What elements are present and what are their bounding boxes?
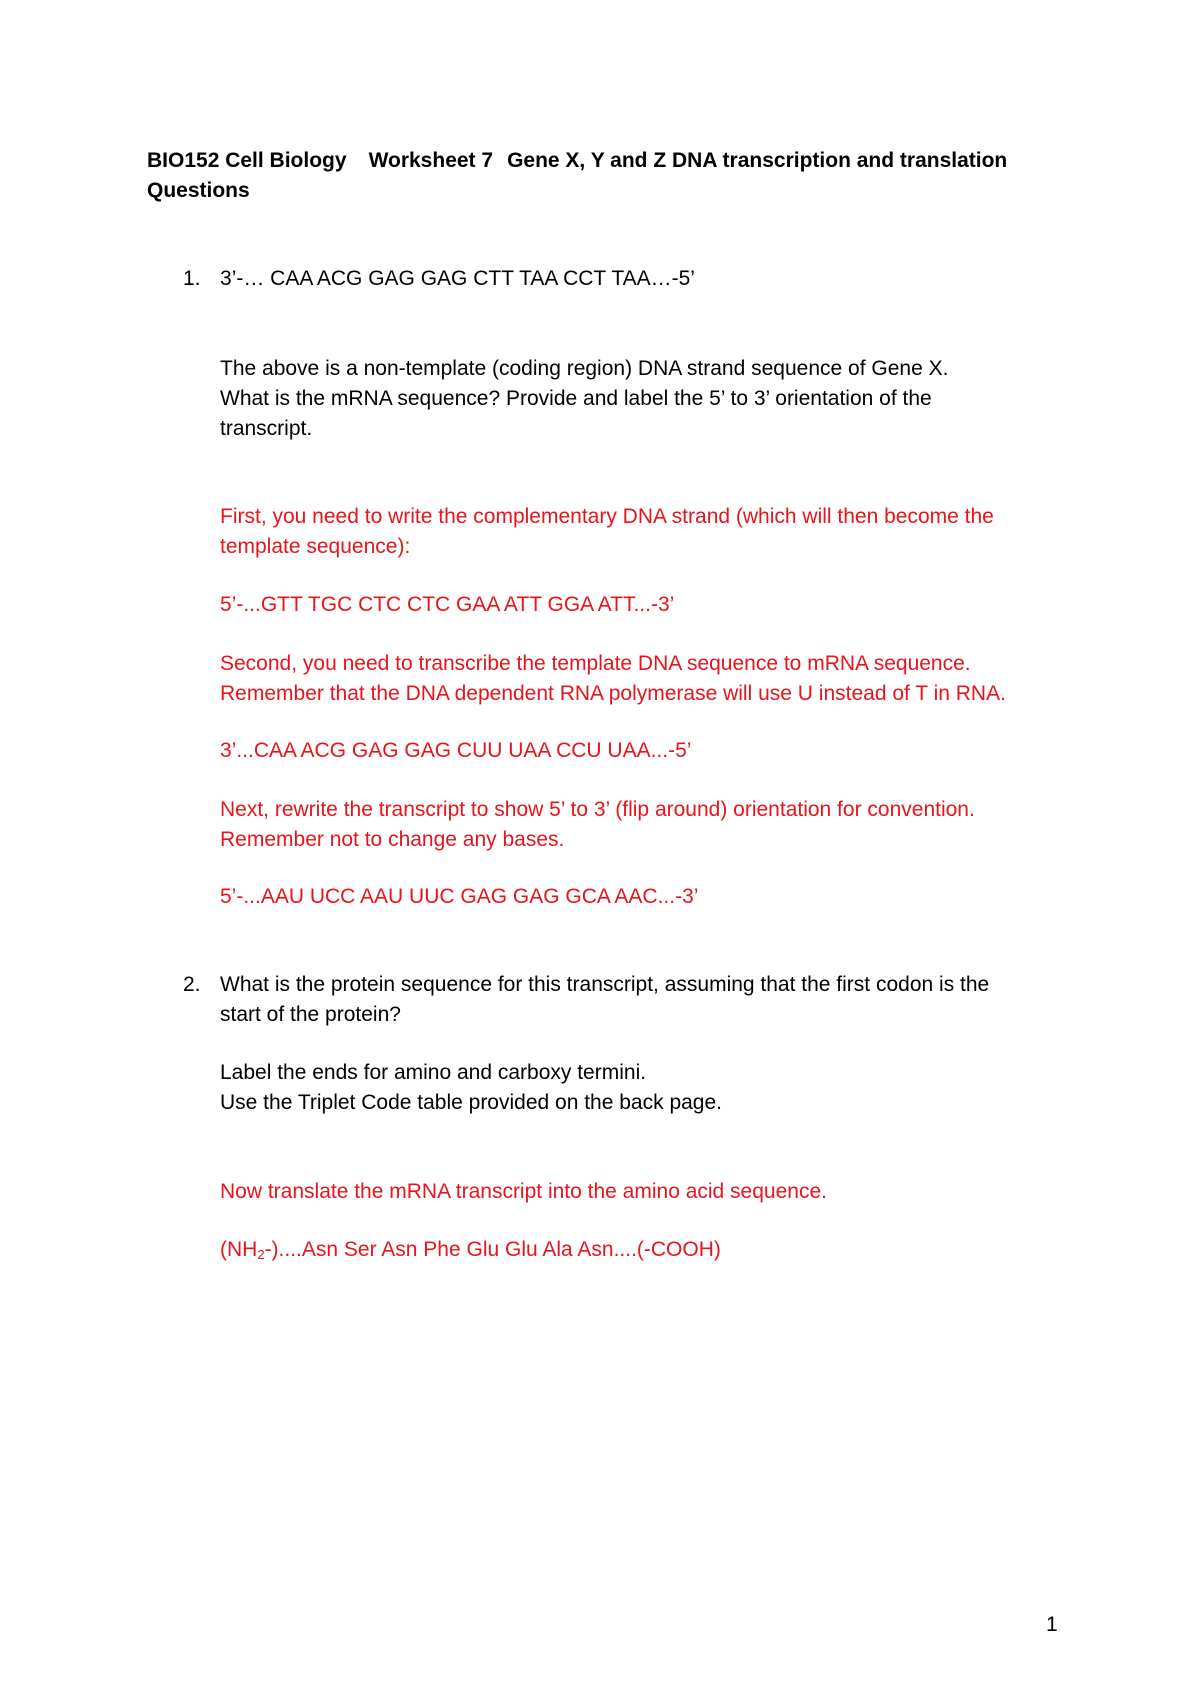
answer-1-step-flip <box>220 795 1100 855</box>
worksheet-number: Worksheet 7 <box>368 149 494 172</box>
answer-1-step-line: First, you need to write the complementary DNA strand (which will then become the <box>220 505 994 528</box>
answer-1-step-line: Remember not to change any bases. <box>220 828 565 851</box>
question-2-prompt-line: start of the protein? <box>220 1003 401 1026</box>
worksheet-topic: Gene X, Y and Z DNA transcription and translation <box>507 149 1008 172</box>
answer-1-step-line: Second, you need to transcribe the template DNA sequence to mRNA sequence. <box>220 652 971 675</box>
question-1-number: 1. <box>183 267 201 290</box>
protein-subscript: 2 <box>257 1247 265 1262</box>
worksheet-title <box>147 146 1077 206</box>
question-2-prompt-line: What is the protein sequence for this transcript, assuming that the first codon is the <box>220 973 990 996</box>
protein-residues: -)....Asn Ser Asn Phe Glu Glu Ala Asn....(-COOH) <box>264 1238 721 1261</box>
answer-1-step-transcribe <box>220 649 1100 709</box>
question-2-instructions <box>220 1058 1100 1118</box>
question-1-prompt-line: The above is a non-template (coding region) DNA strand sequence of Gene X. <box>220 357 949 380</box>
answer-1-mrna-3-to-5: 3’...CAA ACG GAG GAG CUU UAA CCU UAA...-5’ <box>220 739 692 762</box>
answer-1-step-complement <box>220 502 1100 562</box>
page-number: 1 <box>1046 1613 1058 1636</box>
answer-2-step: Now translate the mRNA transcript into the amino acid sequence. <box>220 1180 827 1203</box>
question-1-prompt <box>220 354 1100 444</box>
question-2-instruction-line: Use the Triplet Code table provided on the back page. <box>220 1091 722 1114</box>
question-2-prompt <box>220 970 1100 1030</box>
answer-1-step-line: Remember that the DNA dependent RNA polymerase will use U instead of T in RNA. <box>220 682 1006 705</box>
question-1-prompt-line: What is the mRNA sequence? Provide and label the 5’ to 3’ orientation of the <box>220 387 932 410</box>
question-1-prompt-line: transcript. <box>220 417 313 440</box>
question-2-instruction-line: Label the ends for amino and carboxy termini. <box>220 1061 647 1084</box>
answer-1-template-sequence: 5’-...GTT TGC CTC CTC GAA ATT GGA ATT...-3’ <box>220 593 675 616</box>
answer-1-step-line: Next, rewrite the transcript to show 5’ to 3’ (flip around) orientation for convention. <box>220 798 975 821</box>
answer-1-step-line: template sequence): <box>220 535 411 558</box>
question-2-number: 2. <box>183 973 201 996</box>
worksheet-title-line2: Questions <box>147 179 250 202</box>
answer-2-protein-sequence <box>220 1235 1100 1270</box>
question-1-sequence: 3’-… CAA ACG GAG GAG CTT TAA CCT TAA…-5’ <box>220 267 695 290</box>
protein-amino-terminus: (NH <box>220 1238 258 1261</box>
answer-1-mrna-5-to-3: 5’-...AAU UCC AAU UUC GAG GAG GCA AAC...-3’ <box>220 885 699 908</box>
course-name: BIO152 Cell Biology <box>147 149 347 172</box>
